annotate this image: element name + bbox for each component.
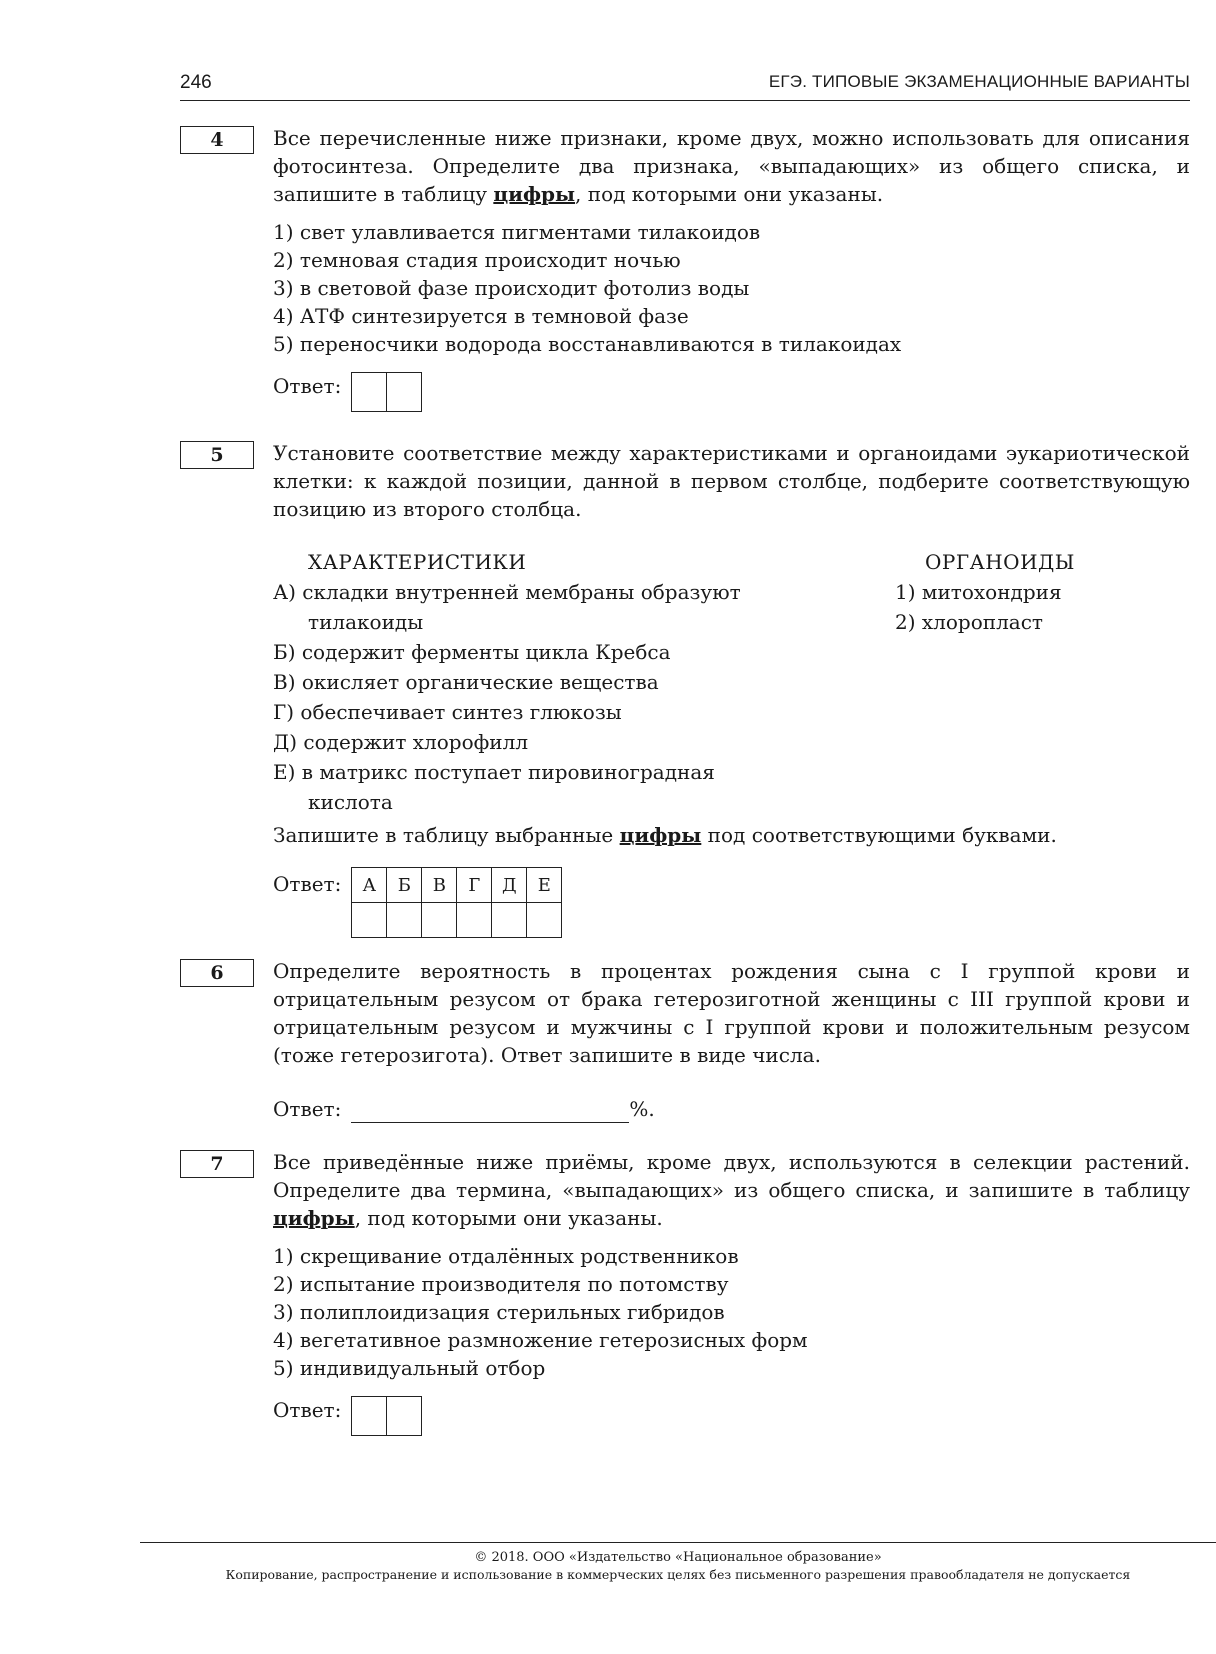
task-stem: Определите вероятность в процентах рождения сына с I группой крови и отрицательным резусом от брака гетерозиготной женщины с III группой крови и отрицательным резусом и мужчины с I группой крови и положительным резусом (тоже гетерозигота). Ответ запишите в виде числа. [273,959,1190,1067]
matching-columns [273,547,1190,819]
organoid-item: 1) митохондрия [895,580,1062,604]
organoid-item: 2) хлоропласт [895,610,1043,634]
characteristic-item: Д) содержит хлорофилл [273,730,529,754]
answer-cell[interactable] [352,1397,386,1435]
option-item: 1) скрещивание отдалённых родственников [273,1244,739,1268]
characteristic-item: Е) в матрикс поступает пировиноградная кислота [273,760,715,814]
copyright: © 2018. ООО «Издательство «Национальное образование» [474,1550,882,1565]
answers-row [352,903,562,938]
task-4 [180,124,1190,412]
option-item: 2) темновая стадия происходит ночью [273,248,681,272]
answer-cell[interactable] [352,373,386,411]
letter-cell: Г [457,868,492,903]
options-list [273,1242,1190,1382]
letter-cell: А [352,868,387,903]
answer-row [273,1396,1190,1436]
letters-row [352,868,562,903]
answer-cell[interactable] [492,903,527,938]
footer-divider [140,1542,1216,1543]
stem-text: Все приведённые ниже приёмы, кроме двух, используются в селекции растений. Определите два термина, «выпадающих» из общего списка, и запишите в таблицу [273,1150,1190,1202]
percent-unit: %. [629,1097,655,1121]
task-number-box: 6 [180,959,254,987]
stem-text: Все перечисленные ниже признаки, кроме двух, можно использовать для описания фотосинтеза. Определите два признака, «выпадающих» из общего списка, и запишите в таблицу [273,126,1190,206]
stem-text: , под которыми они указаны. [575,182,884,206]
characteristic-item: Б) содержит ферменты цикла Кребса [273,640,671,664]
task-stem: Установите соответствие между характеристиками и органоидами эукариотической клетки: к каждой позиции, данной в первом столбце, подберите соответствующую позицию из второго столбца. [273,441,1190,521]
stem-emphasis: цифры [273,1206,355,1230]
task-body [273,124,1190,412]
answer-row [273,372,1190,412]
organoids-column [895,547,1075,637]
answer-label: Ответ: [273,374,342,398]
answer-label: Ответ: [273,1097,342,1121]
answer-cell[interactable] [386,373,421,411]
characteristics-column [273,547,813,817]
task-stem [273,1148,1190,1232]
answer-cell[interactable] [352,903,387,938]
option-item: 3) в световой фазе происходит фотолиз воды [273,276,750,300]
task-6 [180,957,1190,1123]
letter-cell: Е [527,868,562,903]
answer-label: Ответ: [273,1398,342,1422]
task-5 [180,439,1190,938]
table-instruction [273,821,1190,849]
instruction-text: под соответствующими буквами. [701,823,1057,847]
option-item: 4) вегетативное размножение гетерозисных форм [273,1328,808,1352]
stem-text: , под которыми они указаны. [354,1206,663,1230]
answer-cells [351,372,422,412]
characteristic-item: Г) обеспечивает синтез глюкозы [273,700,622,724]
answer-cell[interactable] [527,903,562,938]
answer-cells [351,1396,422,1436]
running-title: ЕГЭ. ТИПОВЫЕ ЭКЗАМЕНАЦИОННЫЕ ВАРИАНТЫ [768,72,1190,91]
column-title: ОРГАНОИДЫ [925,550,1075,574]
answer-row [273,1095,1190,1123]
characteristic-item: В) окисляет органические вещества [273,670,659,694]
instruction-emphasis: цифры [619,823,702,847]
option-item: 4) АТФ синтезируется в темновой фазе [273,304,689,328]
answer-cell[interactable] [387,903,422,938]
column-title: ХАРАКТЕРИСТИКИ [308,550,527,574]
answer-cell[interactable] [386,1397,421,1435]
instruction-text: Запишите в таблицу выбранные [273,823,620,847]
task-body [273,439,1190,938]
options-list [273,218,1190,358]
letter-cell: Д [492,868,527,903]
task-stem [273,124,1190,208]
characteristic-item: А) складки внутренней мембраны образуют тилакоиды [273,580,741,634]
answer-label: Ответ: [273,872,342,896]
option-item: 5) переносчики водорода восстанавливаются в тилакоидах [273,332,902,356]
option-item: 5) индивидуальный отбор [273,1356,546,1380]
answer-row [273,867,1190,938]
answer-table [351,867,562,938]
task-number-box: 7 [180,1150,254,1178]
answer-cell[interactable] [457,903,492,938]
page-header [180,70,1190,101]
task-7 [180,1148,1190,1436]
option-item: 2) испытание производителя по потомству [273,1272,729,1296]
answer-line-field[interactable] [351,1098,629,1123]
option-item: 3) полиплоидизация стерильных гибридов [273,1300,725,1324]
option-item: 1) свет улавливается пигментами тилакоидов [273,220,761,244]
stem-emphasis: цифры [493,182,576,206]
letter-cell: В [422,868,457,903]
task-body [273,1148,1190,1436]
task-body [273,957,1190,1123]
task-number-box: 5 [180,441,254,469]
letter-cell: Б [387,868,422,903]
answer-cell[interactable] [422,903,457,938]
page-number: 246 [180,72,212,93]
disclaimer: Копирование, распространение и использование в коммерческих целях без письменного разрешения правообладателя не допускается [225,1567,1131,1582]
task-number-box: 4 [180,126,254,154]
